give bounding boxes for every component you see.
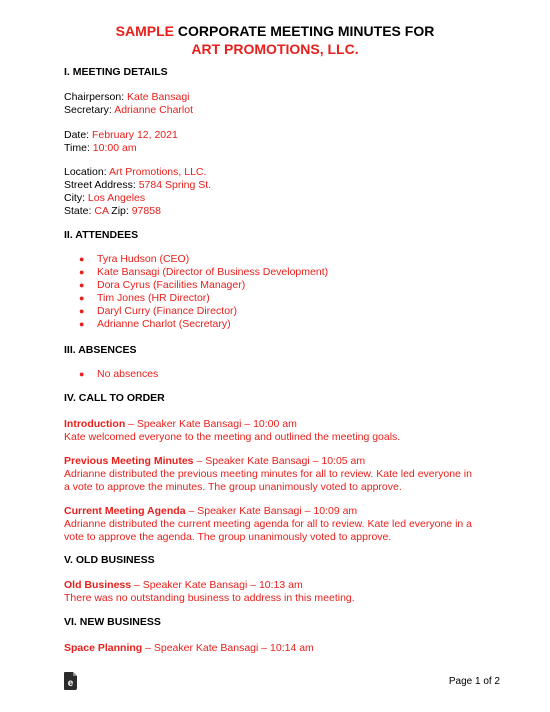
agenda-item-meta: – Speaker Kate Bansagi – 10:00 am [125, 418, 297, 430]
street-value: 5784 Spring St. [138, 179, 212, 191]
street-line [64, 179, 211, 192]
agenda-item-title: Current Meeting Agenda [64, 505, 186, 517]
attendee-name: Tyra Hudson (CEO) [97, 253, 190, 265]
state-zip-line [64, 205, 161, 218]
section-heading-call-to-order: IV. CALL TO ORDER [64, 392, 165, 404]
agenda-item-meta: – Speaker Kate Bansagi – 10:14 am [142, 642, 314, 654]
bullet-icon: ● [79, 369, 85, 379]
date-label: Date: [64, 129, 93, 141]
city-label: City: [64, 192, 88, 204]
city-line [64, 192, 145, 205]
street-label: Street Address: [64, 179, 139, 191]
section-heading-new-business: VI. NEW BUSINESS [64, 616, 161, 628]
svg-text:e: e [67, 678, 74, 689]
agenda-item-old-business [64, 579, 303, 592]
eforms-logo-icon [64, 672, 78, 690]
agenda-item-introduction [64, 418, 297, 431]
agenda-item-title: Old Business [64, 579, 132, 591]
document-title-line1 [0, 22, 550, 40]
agenda-item-body: vote to approve the agenda. The group unanimously voted to approve. [64, 531, 392, 543]
title-text: CORPORATE MEETING MINUTES FOR [174, 23, 435, 39]
attendee-name: Adrianne Charlot (Secretary) [97, 318, 231, 330]
document-title-line2: ART PROMOTIONS, LLC. [191, 41, 359, 57]
absence-text: No absences [97, 368, 159, 380]
location-value: Art Promotions, LLC. [108, 166, 207, 178]
city-value: Los Angeles [87, 192, 146, 204]
agenda-item-body: Kate welcomed everyone to the meeting and outlined the meeting goals. [64, 431, 401, 443]
agenda-item-body: There was no outstanding business to address in this meeting. [64, 592, 355, 604]
time-value: 10:00 am [92, 142, 137, 154]
chairperson-value: Kate Bansagi [127, 91, 190, 103]
attendee-name: Dora Cyrus (Facilities Manager) [97, 279, 246, 291]
agenda-item-current-agenda [64, 505, 357, 518]
agenda-item-title: Previous Meeting Minutes [64, 455, 194, 467]
zip-value: 97858 [131, 205, 161, 217]
state-value: CA [94, 205, 109, 217]
bullet-icon: ● [79, 293, 85, 303]
agenda-item-title: Space Planning [64, 642, 143, 654]
attendee-name: Tim Jones (HR Director) [97, 292, 210, 304]
agenda-item-previous-minutes [64, 455, 365, 468]
agenda-item-meta: – Speaker Kate Bansagi – 10:05 am [193, 455, 366, 467]
location-line [64, 166, 206, 179]
secretary-label: Secretary: [64, 104, 115, 116]
section-heading-old-business: V. OLD BUSINESS [64, 554, 155, 566]
title-sample-word: SAMPLE [115, 23, 175, 39]
time-label: Time: [64, 142, 93, 154]
chairperson-line [64, 91, 190, 104]
agenda-item-meta: – Speaker Kate Bansagi – 10:09 am [185, 505, 358, 517]
agenda-item-body: Adrianne distributed the previous meeting minutes for all to review. Kate led everyone in [64, 468, 472, 480]
secretary-line [64, 104, 193, 117]
section-heading-absences: III. ABSENCES [64, 344, 137, 356]
chairperson-label: Chairperson: [64, 91, 128, 103]
bullet-icon: ● [79, 267, 85, 277]
bullet-icon: ● [79, 254, 85, 264]
agenda-item-space-planning [64, 642, 314, 655]
bullet-icon: ● [79, 280, 85, 290]
agenda-item-body: a vote to approve the minutes. The group unanimously voted to approve. [64, 481, 402, 493]
state-label: State: [64, 205, 95, 217]
date-value: February 12, 2021 [92, 129, 178, 141]
agenda-item-title: Introduction [64, 418, 126, 430]
page-number: Page 1 of 2 [448, 676, 500, 687]
section-heading-attendees: II. ATTENDEES [64, 229, 139, 241]
time-line [64, 142, 137, 155]
agenda-item-body: Adrianne distributed the current meeting agenda for all to review. Kate led everyone in a [64, 518, 472, 530]
attendee-name: Kate Bansagi (Director of Business Development) [97, 266, 329, 278]
agenda-item-meta: – Speaker Kate Bansagi – 10:13 am [131, 579, 303, 591]
bullet-icon: ● [79, 319, 85, 329]
attendee-name: Daryl Curry (Finance Director) [97, 305, 238, 317]
bullet-icon: ● [79, 306, 85, 316]
date-line [64, 129, 178, 142]
section-heading-meeting-details: I. MEETING DETAILS [64, 66, 168, 78]
secretary-value: Adrianne Charlot [114, 104, 193, 116]
zip-label: Zip: [108, 205, 132, 217]
location-label: Location: [64, 166, 109, 178]
